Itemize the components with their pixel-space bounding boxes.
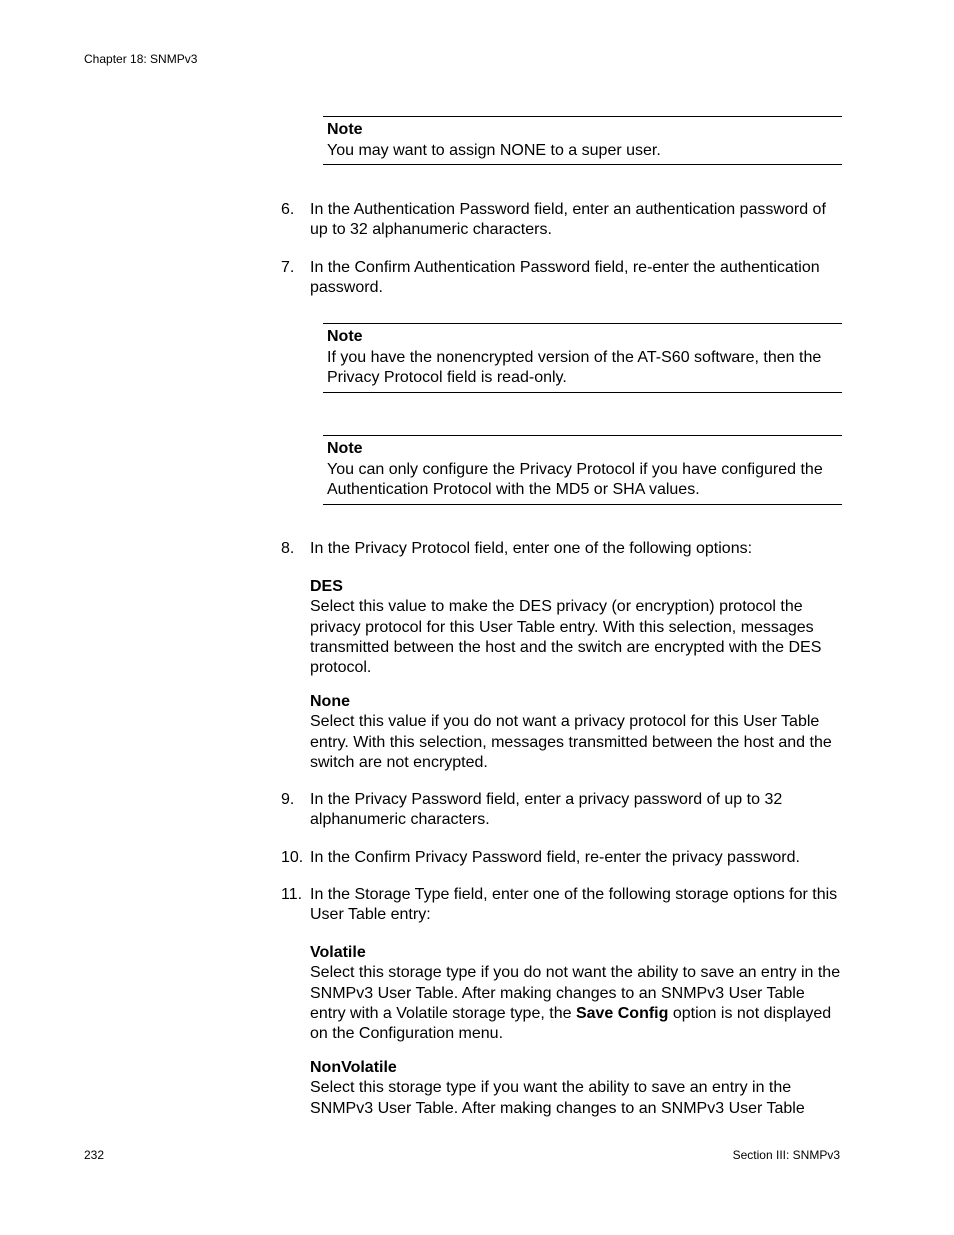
step-item <box>281 258 841 299</box>
step-number: 9. <box>281 791 295 808</box>
step-number: 7. <box>281 259 295 276</box>
step-text: In the Confirm Authentication Password field, re-enter the authentication password. <box>310 259 820 297</box>
option-nonvolatile <box>310 1058 841 1119</box>
step-text: In the Authentication Password field, enter an authentication password of up to 32 alphanumeric characters. <box>310 201 826 239</box>
option-volatile <box>310 943 841 1044</box>
step-text: In the Privacy Password field, enter a privacy password of up to 32 alphanumeric characters. <box>310 791 783 829</box>
step-item <box>281 848 841 868</box>
option-text: Select this value to make the DES privacy (or encryption) protocol the privacy protocol for this User Table entry. With this selection, messages transmitted between the host and the switch are encrypted with the DES protocol. <box>310 598 822 677</box>
note-title: Note <box>327 328 363 345</box>
step-number: 6. <box>281 201 295 218</box>
option-text-end: option is not displayed on the Configuration menu. <box>310 1004 832 1043</box>
page-number: 232 <box>84 1148 105 1162</box>
section-footer: Section III: SNMPv3 <box>732 1148 840 1162</box>
step-item <box>281 539 841 559</box>
note-box <box>323 116 842 165</box>
step-number: 8. <box>281 540 295 557</box>
option-title: Volatile <box>310 944 366 961</box>
option-title: DES <box>310 578 343 595</box>
save-config-label: Save Config <box>575 1004 669 1022</box>
option-text-start: Select this storage type if you do not want the ability to save an entry in the SNMPv3 User Table. After making changes to an SNMPv3 User Table entry with a Volatile storage type, the <box>310 964 841 1022</box>
step-text: In the Confirm Privacy Password field, re-enter the privacy password. <box>310 849 800 866</box>
note-box <box>323 323 842 393</box>
note-text: You can only configure the Privacy Protocol if you have configured the Authentication Protocol with the MD5 or SHA values. <box>327 460 823 498</box>
note-text: You may want to assign NONE to a super user. <box>327 141 661 159</box>
step-item <box>281 885 841 926</box>
option-none <box>310 692 841 773</box>
option-text: Select this value if you do not want a privacy protocol for this User Table entry. With this selection, messages transmitted between the host and the switch are not encrypted. <box>310 713 832 771</box>
step-text: In the Privacy Protocol field, enter one of the following options: <box>310 540 753 557</box>
step-number: 11. <box>281 886 303 903</box>
note-title: Note <box>327 121 363 138</box>
note-text: If you have the nonencrypted version of the AT-S60 software, then the Privacy Protocol field is read-only. <box>327 348 822 386</box>
option-title: NonVolatile <box>310 1059 397 1076</box>
running-header: Chapter 18: SNMPv3 <box>84 52 198 66</box>
option-title: None <box>310 693 350 710</box>
option-text <box>310 963 841 1044</box>
note-box <box>323 435 842 505</box>
note-title: Note <box>327 440 363 457</box>
option-text: Select this storage type if you want the ability to save an entry in the SNMPv3 User Table. After making changes to an SNMPv3 User Table <box>310 1079 805 1117</box>
step-text: In the Storage Type field, enter one of the following storage options for this User Table entry: <box>310 886 838 924</box>
option-des <box>310 577 841 678</box>
step-item <box>281 790 841 831</box>
step-item <box>281 200 841 241</box>
step-number: 10. <box>281 849 304 866</box>
